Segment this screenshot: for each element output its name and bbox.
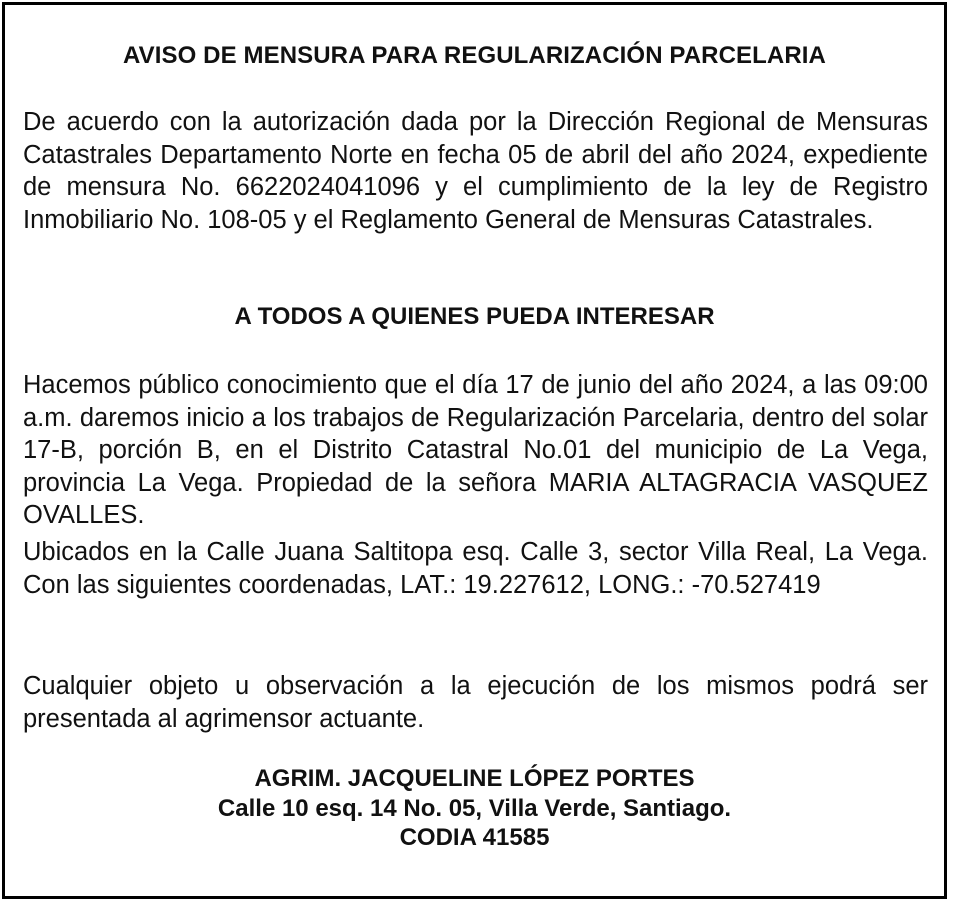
notice-title: AVISO DE MENSURA PARA REGULARIZACIÓN PARCELARIA (123, 42, 826, 69)
notice-box (2, 2, 947, 899)
codia-number: CODIA 41585 (399, 824, 550, 851)
signature-block (5, 764, 944, 853)
addressee-heading: A TODOS A QUIENES PUEDA INTERESAR (234, 303, 715, 330)
intro-paragraph: De acuerdo con la autorización dada por la Dirección Regional de Mensuras Catastrales Departamento Norte en fecha 05 de abril del año 2024, expediente de mensura No. 6622024041096 y el cumplimiento de la ley de Registro Inmobiliario No. 108-05 y el Reglamento General de Mensuras Catastrales. (23, 108, 928, 234)
objection-paragraph: Cualquier objeto u observación a la ejecución de los mismos podrá ser presentada al agrimensor actuante. (23, 672, 928, 733)
announcement-paragraph: Hacemos público conocimiento que el día 17 de junio del año 2024, a las 09:00 a.m. daremos inicio a los trabajos de Regularización Parcelaria, dentro del solar 17-B, porción B, en el Distrito Catastral No.01 del municipio de La Vega, provincia La Vega. Propiedad de la señora MARIA ALTAGRACIA VASQUEZ OVALLES. (23, 371, 928, 530)
surveyor-address: Calle 10 esq. 14 No. 05, Villa Verde, Santiago. (217, 794, 732, 822)
location-paragraph: Ubicados en la Calle Juana Saltitopa esq. Calle 3, sector Villa Real, La Vega. Con las siguientes coordenadas, LAT.: 19.227612, LONG.: -70.527419 (23, 538, 928, 599)
surveyor-name: AGRIM. JACQUELINE LÓPEZ PORTES (254, 765, 695, 792)
